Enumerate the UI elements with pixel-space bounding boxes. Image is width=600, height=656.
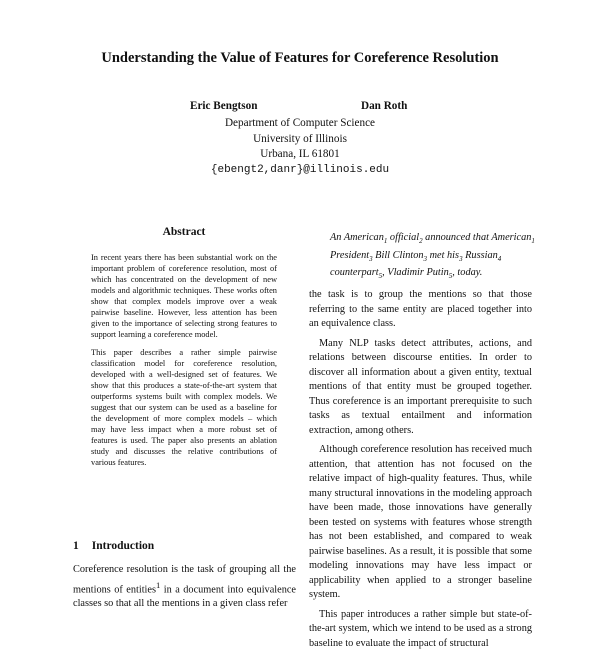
body-paragraph: Many NLP tasks detect attributes, actions, and relations between discourse entities. In order to discover all information about a given entity, textual mentions of that entity must be grouped together. Thus coreference is an important prerequisite to such tasks as textual entailment and information extraction, among others. <box>309 337 532 436</box>
example-token: official <box>387 232 420 243</box>
affiliation-block <box>0 116 600 178</box>
example-token: , today. <box>452 267 483 279</box>
section-title: Introduction <box>91 540 155 552</box>
example-token: announced that American <box>422 232 532 243</box>
paper-title: Understanding the Value of Features for Coreference Resolution <box>101 50 499 66</box>
example-token: Bill Clinton <box>372 249 424 261</box>
example-token: counterpart <box>330 267 379 279</box>
example-token: , Vladimir Putin <box>382 267 449 279</box>
entity-index: 3 <box>423 254 428 263</box>
entity-index: 5 <box>448 272 453 281</box>
example-token: met his <box>427 249 460 261</box>
city: Urbana, IL 61801 <box>260 148 340 160</box>
body-paragraph: Although coreference resolution has received much attention, that attention has not focused on the relative impact of high-quality features. Thus, while many structural innovations in the modeling approach have been made, those innovations have generally been tested on systems with features whose strength has not been established, and compared to weak pairwise baselines. As a result, it is possible that some modeling innovations may have less impact or applicability when applied to a stronger baseline system. <box>309 444 532 600</box>
abstract-section <box>91 226 277 475</box>
intro-continuation <box>309 288 532 656</box>
body-paragraph: This paper introduces a rather simple but state-of-the-art system, which we intend to be used as a strong baseline to evaluate the impact of structural <box>309 608 532 649</box>
entity-index: 3 <box>369 254 373 263</box>
footnote-mark: 1 <box>156 579 161 590</box>
example-token: An American <box>330 232 384 243</box>
example-sentence <box>330 231 540 284</box>
example-token: Russian <box>462 249 498 261</box>
university: University of Illinois <box>253 132 347 145</box>
intro-text-start: Coreference resolution is the task of grouping all the mentions of entities <box>73 564 296 595</box>
entity-index: 1 <box>531 237 535 246</box>
email: {ebengt2,danr}@illinois.edu <box>210 163 390 176</box>
section-number: 1 <box>73 540 79 552</box>
entity-index: 4 <box>497 254 502 263</box>
entity-index: 1 <box>383 237 388 246</box>
abstract-heading: Abstract <box>162 226 206 238</box>
body-paragraph: the task is to group the mentions so that those referring to the same entity are placed together into an equivalence class. <box>309 289 532 329</box>
department: Department of Computer Science <box>224 117 376 129</box>
abstract-paragraph: This paper describes a rather simple pairwise classification model for coreference resolution, developed with a well-designed set of features. We show that this produces a state-of-the-art system that outperforms systems built with complex models. We suggest that our system can be used as a baseline for the development of more complex models – which may have less impact when a more robust set of features is used. The paper also presents an ablation study and discusses the relative contributions of various features. <box>91 348 277 467</box>
intro-text-end: in a document into equivalence classes so that all the mentions in a given class refer <box>73 583 296 610</box>
abstract-paragraph: In recent years there has been substantial work on the important problem of coreference resolution, most of which has concentrated on the development of new models and algorithmic techniques. These works often show that complex models improve over a weak pairwise baseline. However, less attention has been given to the importance of selecting strong features to support learning a coreference model. <box>91 253 277 339</box>
author-name: Eric Bengtson <box>190 100 258 112</box>
author-name: Dan Roth <box>361 100 408 112</box>
example-token: President <box>330 249 370 261</box>
section-heading <box>73 540 154 552</box>
intro-paragraph <box>73 563 296 612</box>
entity-index: 3 <box>459 254 463 263</box>
entity-index: 2 <box>419 237 423 246</box>
entity-index: 5 <box>378 272 383 281</box>
